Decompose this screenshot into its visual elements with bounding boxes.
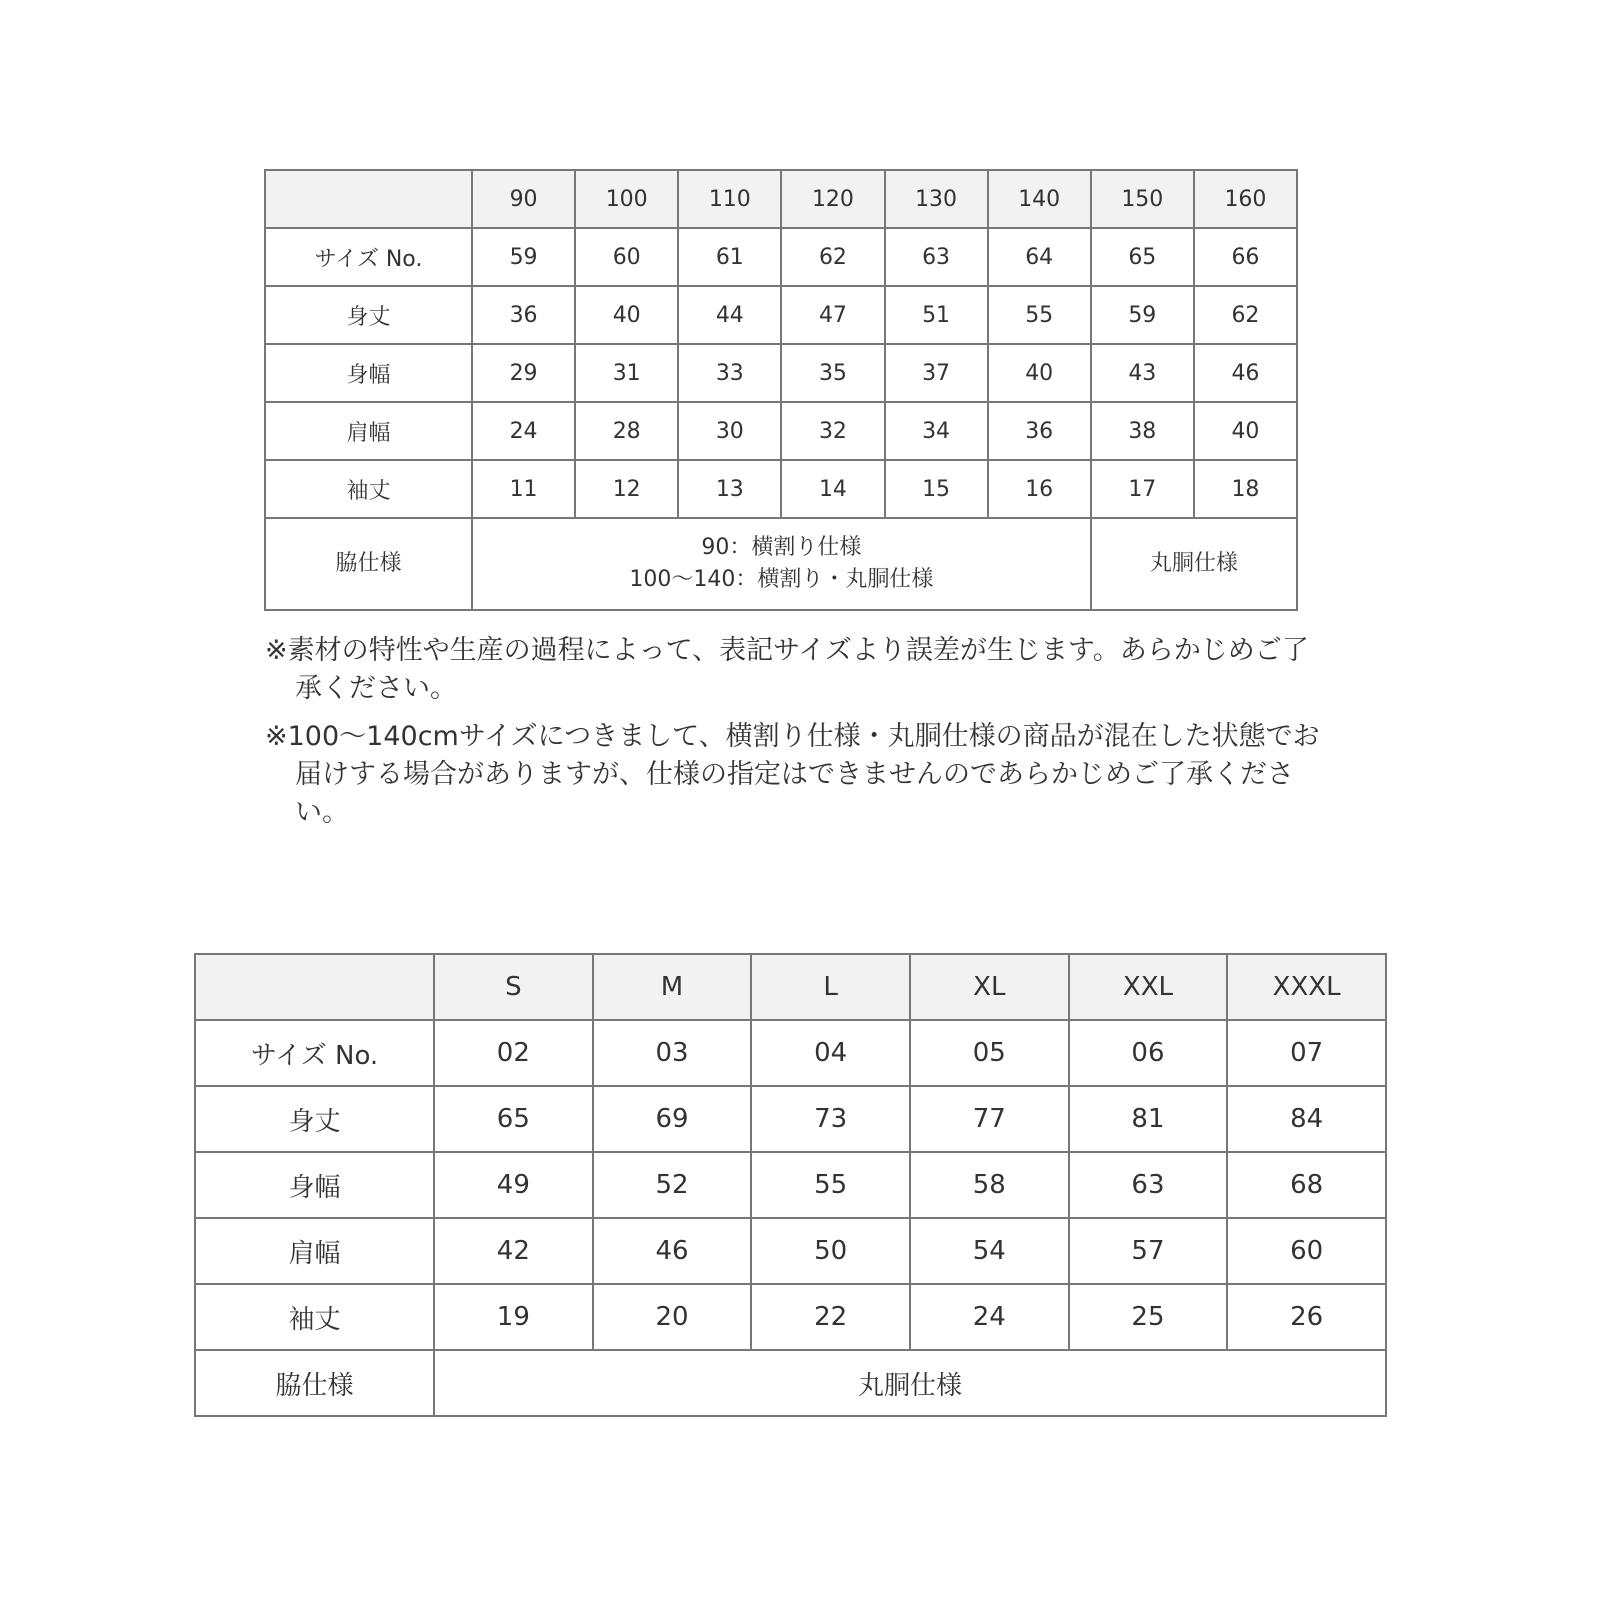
- corner-cell: [265, 170, 472, 228]
- table-cell: 03: [593, 1020, 752, 1086]
- table-cell: 59: [472, 228, 575, 286]
- table-row: [265, 402, 1297, 460]
- table-row: [265, 344, 1297, 402]
- table-cell: 55: [988, 286, 1091, 344]
- row-label: 肩幅: [195, 1218, 434, 1284]
- table-cell: 24: [472, 402, 575, 460]
- table-cell: 62: [1194, 286, 1297, 344]
- table-cell: 61: [678, 228, 781, 286]
- size-header: S: [434, 954, 593, 1020]
- note-1: ※素材の特性や生産の過程によって、表記サイズより誤差が生じます。あらかじめご了承ください。: [265, 635, 1309, 704]
- table-row: [195, 1020, 1386, 1086]
- table-cell: 31: [575, 344, 678, 402]
- table-cell: 40: [1194, 402, 1297, 460]
- table-row: [265, 286, 1297, 344]
- row-label: 脇仕様: [265, 518, 472, 610]
- side-spec-row: [265, 518, 1297, 610]
- side-spec-line1: 90：横割り仕様: [701, 535, 862, 560]
- table-cell: 24: [910, 1284, 1069, 1350]
- table-cell: 16: [988, 460, 1091, 518]
- size-header: 100: [575, 170, 678, 228]
- row-label: 身丈: [195, 1086, 434, 1152]
- size-header: 120: [781, 170, 884, 228]
- table-cell: 68: [1227, 1152, 1386, 1218]
- table-cell: 57: [1069, 1218, 1228, 1284]
- table-cell: 46: [593, 1218, 752, 1284]
- table-cell: 63: [885, 228, 988, 286]
- corner-cell: [195, 954, 434, 1020]
- table-cell: 32: [781, 402, 884, 460]
- table-cell: 46: [1194, 344, 1297, 402]
- size-header: XXL: [1069, 954, 1228, 1020]
- table-cell: 81: [1069, 1086, 1228, 1152]
- table-cell: 14: [781, 460, 884, 518]
- table-cell: 50: [751, 1218, 910, 1284]
- size-header: 140: [988, 170, 1091, 228]
- header-row: [195, 954, 1386, 1020]
- table-cell: 25: [1069, 1284, 1228, 1350]
- table-cell: 18: [1194, 460, 1297, 518]
- table-cell: 64: [988, 228, 1091, 286]
- table-cell: 29: [472, 344, 575, 402]
- size-header: XL: [910, 954, 1069, 1020]
- side-spec-line2: 100〜140：横割り・丸胴仕様: [629, 567, 934, 592]
- table-cell: 60: [1227, 1218, 1386, 1284]
- table-cell: 02: [434, 1020, 593, 1086]
- table-cell: 20: [593, 1284, 752, 1350]
- table-cell: 30: [678, 402, 781, 460]
- table-cell: 69: [593, 1086, 752, 1152]
- table-cell: 36: [472, 286, 575, 344]
- row-label: 袖丈: [195, 1284, 434, 1350]
- table-cell: 15: [885, 460, 988, 518]
- table-cell: 33: [678, 344, 781, 402]
- row-label: サイズ No.: [265, 228, 472, 286]
- row-label: 脇仕様: [195, 1350, 434, 1416]
- row-label: 身幅: [265, 344, 472, 402]
- table-cell: 19: [434, 1284, 593, 1350]
- table-cell: 65: [434, 1086, 593, 1152]
- table-cell: 37: [885, 344, 988, 402]
- table-cell: 73: [751, 1086, 910, 1152]
- size-header: 150: [1091, 170, 1194, 228]
- table-cell: 40: [575, 286, 678, 344]
- size-header: XXXL: [1227, 954, 1386, 1020]
- size-header: L: [751, 954, 910, 1020]
- side-spec-round: 丸胴仕様: [1091, 518, 1297, 610]
- table-cell: 07: [1227, 1020, 1386, 1086]
- table-row: [265, 228, 1297, 286]
- table-cell: 40: [988, 344, 1091, 402]
- row-label: 袖丈: [265, 460, 472, 518]
- adult-size-table: [194, 953, 1387, 1417]
- table-cell: 17: [1091, 460, 1194, 518]
- table-cell: 66: [1194, 228, 1297, 286]
- row-label: サイズ No.: [195, 1020, 434, 1086]
- side-spec-row: [195, 1350, 1386, 1416]
- table-cell: 77: [910, 1086, 1069, 1152]
- table-cell: 55: [751, 1152, 910, 1218]
- table-cell: 58: [910, 1152, 1069, 1218]
- kids-size-table: [264, 169, 1298, 611]
- row-label: 身幅: [195, 1152, 434, 1218]
- table-cell: 65: [1091, 228, 1194, 286]
- table-cell: 54: [910, 1218, 1069, 1284]
- table-cell: 60: [575, 228, 678, 286]
- row-label: 身丈: [265, 286, 472, 344]
- side-spec-value: 丸胴仕様: [434, 1350, 1386, 1416]
- table-cell: 38: [1091, 402, 1194, 460]
- table-cell: 05: [910, 1020, 1069, 1086]
- table-cell: 11: [472, 460, 575, 518]
- size-header: 160: [1194, 170, 1297, 228]
- size-header: 130: [885, 170, 988, 228]
- size-header: 90: [472, 170, 575, 228]
- size-header: 110: [678, 170, 781, 228]
- table-cell: 63: [1069, 1152, 1228, 1218]
- table-cell: 84: [1227, 1086, 1386, 1152]
- table-row: [265, 460, 1297, 518]
- table-cell: 13: [678, 460, 781, 518]
- size-header: M: [593, 954, 752, 1020]
- table-cell: 59: [1091, 286, 1194, 344]
- table-cell: 22: [751, 1284, 910, 1350]
- table-cell: 49: [434, 1152, 593, 1218]
- table-cell: 42: [434, 1218, 593, 1284]
- table-row: [195, 1086, 1386, 1152]
- table-cell: 35: [781, 344, 884, 402]
- table-cell: 43: [1091, 344, 1194, 402]
- table-cell: 44: [678, 286, 781, 344]
- header-row: [265, 170, 1297, 228]
- row-label: 肩幅: [265, 402, 472, 460]
- table-cell: 34: [885, 402, 988, 460]
- table-cell: 26: [1227, 1284, 1386, 1350]
- table-row: [195, 1218, 1386, 1284]
- note-2: ※100〜140cmサイズにつきまして、横割り仕様・丸胴仕様の商品が混在した状態でお届けする場合がありますが、仕様の指定はできませんのであらかじめご了承ください。: [265, 721, 1320, 828]
- table-cell: 12: [575, 460, 678, 518]
- table-cell: 28: [575, 402, 678, 460]
- table-cell: 36: [988, 402, 1091, 460]
- table-row: [195, 1152, 1386, 1218]
- table-cell: 06: [1069, 1020, 1228, 1086]
- notes: [265, 632, 1325, 842]
- table-cell: 52: [593, 1152, 752, 1218]
- side-spec-mixed: [472, 518, 1091, 610]
- table-cell: 04: [751, 1020, 910, 1086]
- table-cell: 62: [781, 228, 884, 286]
- table-cell: 47: [781, 286, 884, 344]
- table-row: [195, 1284, 1386, 1350]
- table-cell: 51: [885, 286, 988, 344]
